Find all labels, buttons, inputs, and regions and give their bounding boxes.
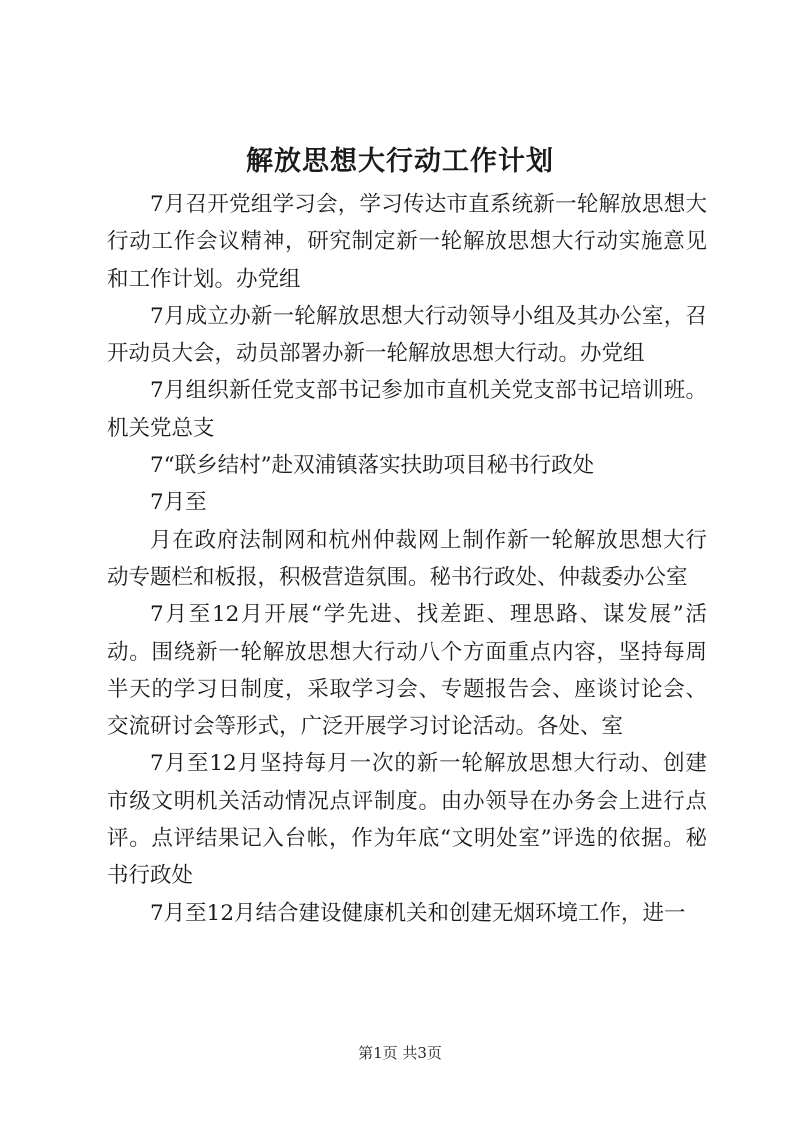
paragraph: 7月成立办新一轮解放思想大行动领导小组及其办公室，召开动员大会，动员部署办新一轮解放思想大行动。办党组 xyxy=(107,303,707,367)
paragraph: 月在政府法制网和杭州仲裁网上制作新一轮解放思想大行动专题栏和板报，积极营造氛围。秘书行政处、仲裁委办公室 xyxy=(107,527,707,590)
paragraph: 7月至12月开展“学先进、找差距、理思路、谋发展”活动。围绕新一轮解放思想大行动八个方面重点内容，坚持每周半天的学习日制度，采取学习会、专题报告会、座谈讨论会、交流研讨会等形式，广泛开展学习讨论活动。各处、室 xyxy=(107,602,707,740)
paragraph: 7月召开党组学习会，学习传达市直系统新一轮解放思想大行动工作会议精神，研究制定新一轮解放思想大行动实施意见和工作计划。办党组 xyxy=(107,192,707,292)
document-title: 解放思想大行动工作计划 xyxy=(246,146,554,177)
paragraph: 7月至12月坚持每月一次的新一轮解放思想大行动、创建市级文明机关活动情况点评制度。由办领导在办务会上进行点评。点评结果记入台帐，作为年底“文明处室”评选的依据。秘书行政处 xyxy=(107,751,707,889)
document-body xyxy=(107,186,707,932)
paragraph: 7月组织新任党支部书记参加市直机关党支部书记培训班。机关党总支 xyxy=(107,378,707,441)
page-number-footer: 第1页 共3页 xyxy=(358,1044,442,1062)
paragraph: 7“联乡结村”赴双浦镇落实扶助项目秘书行政处 xyxy=(150,453,595,479)
paragraph: 7月至 xyxy=(150,490,207,516)
paragraph: 7月至12月结合建设健康机关和创建无烟环境工作，进一 xyxy=(150,900,686,926)
